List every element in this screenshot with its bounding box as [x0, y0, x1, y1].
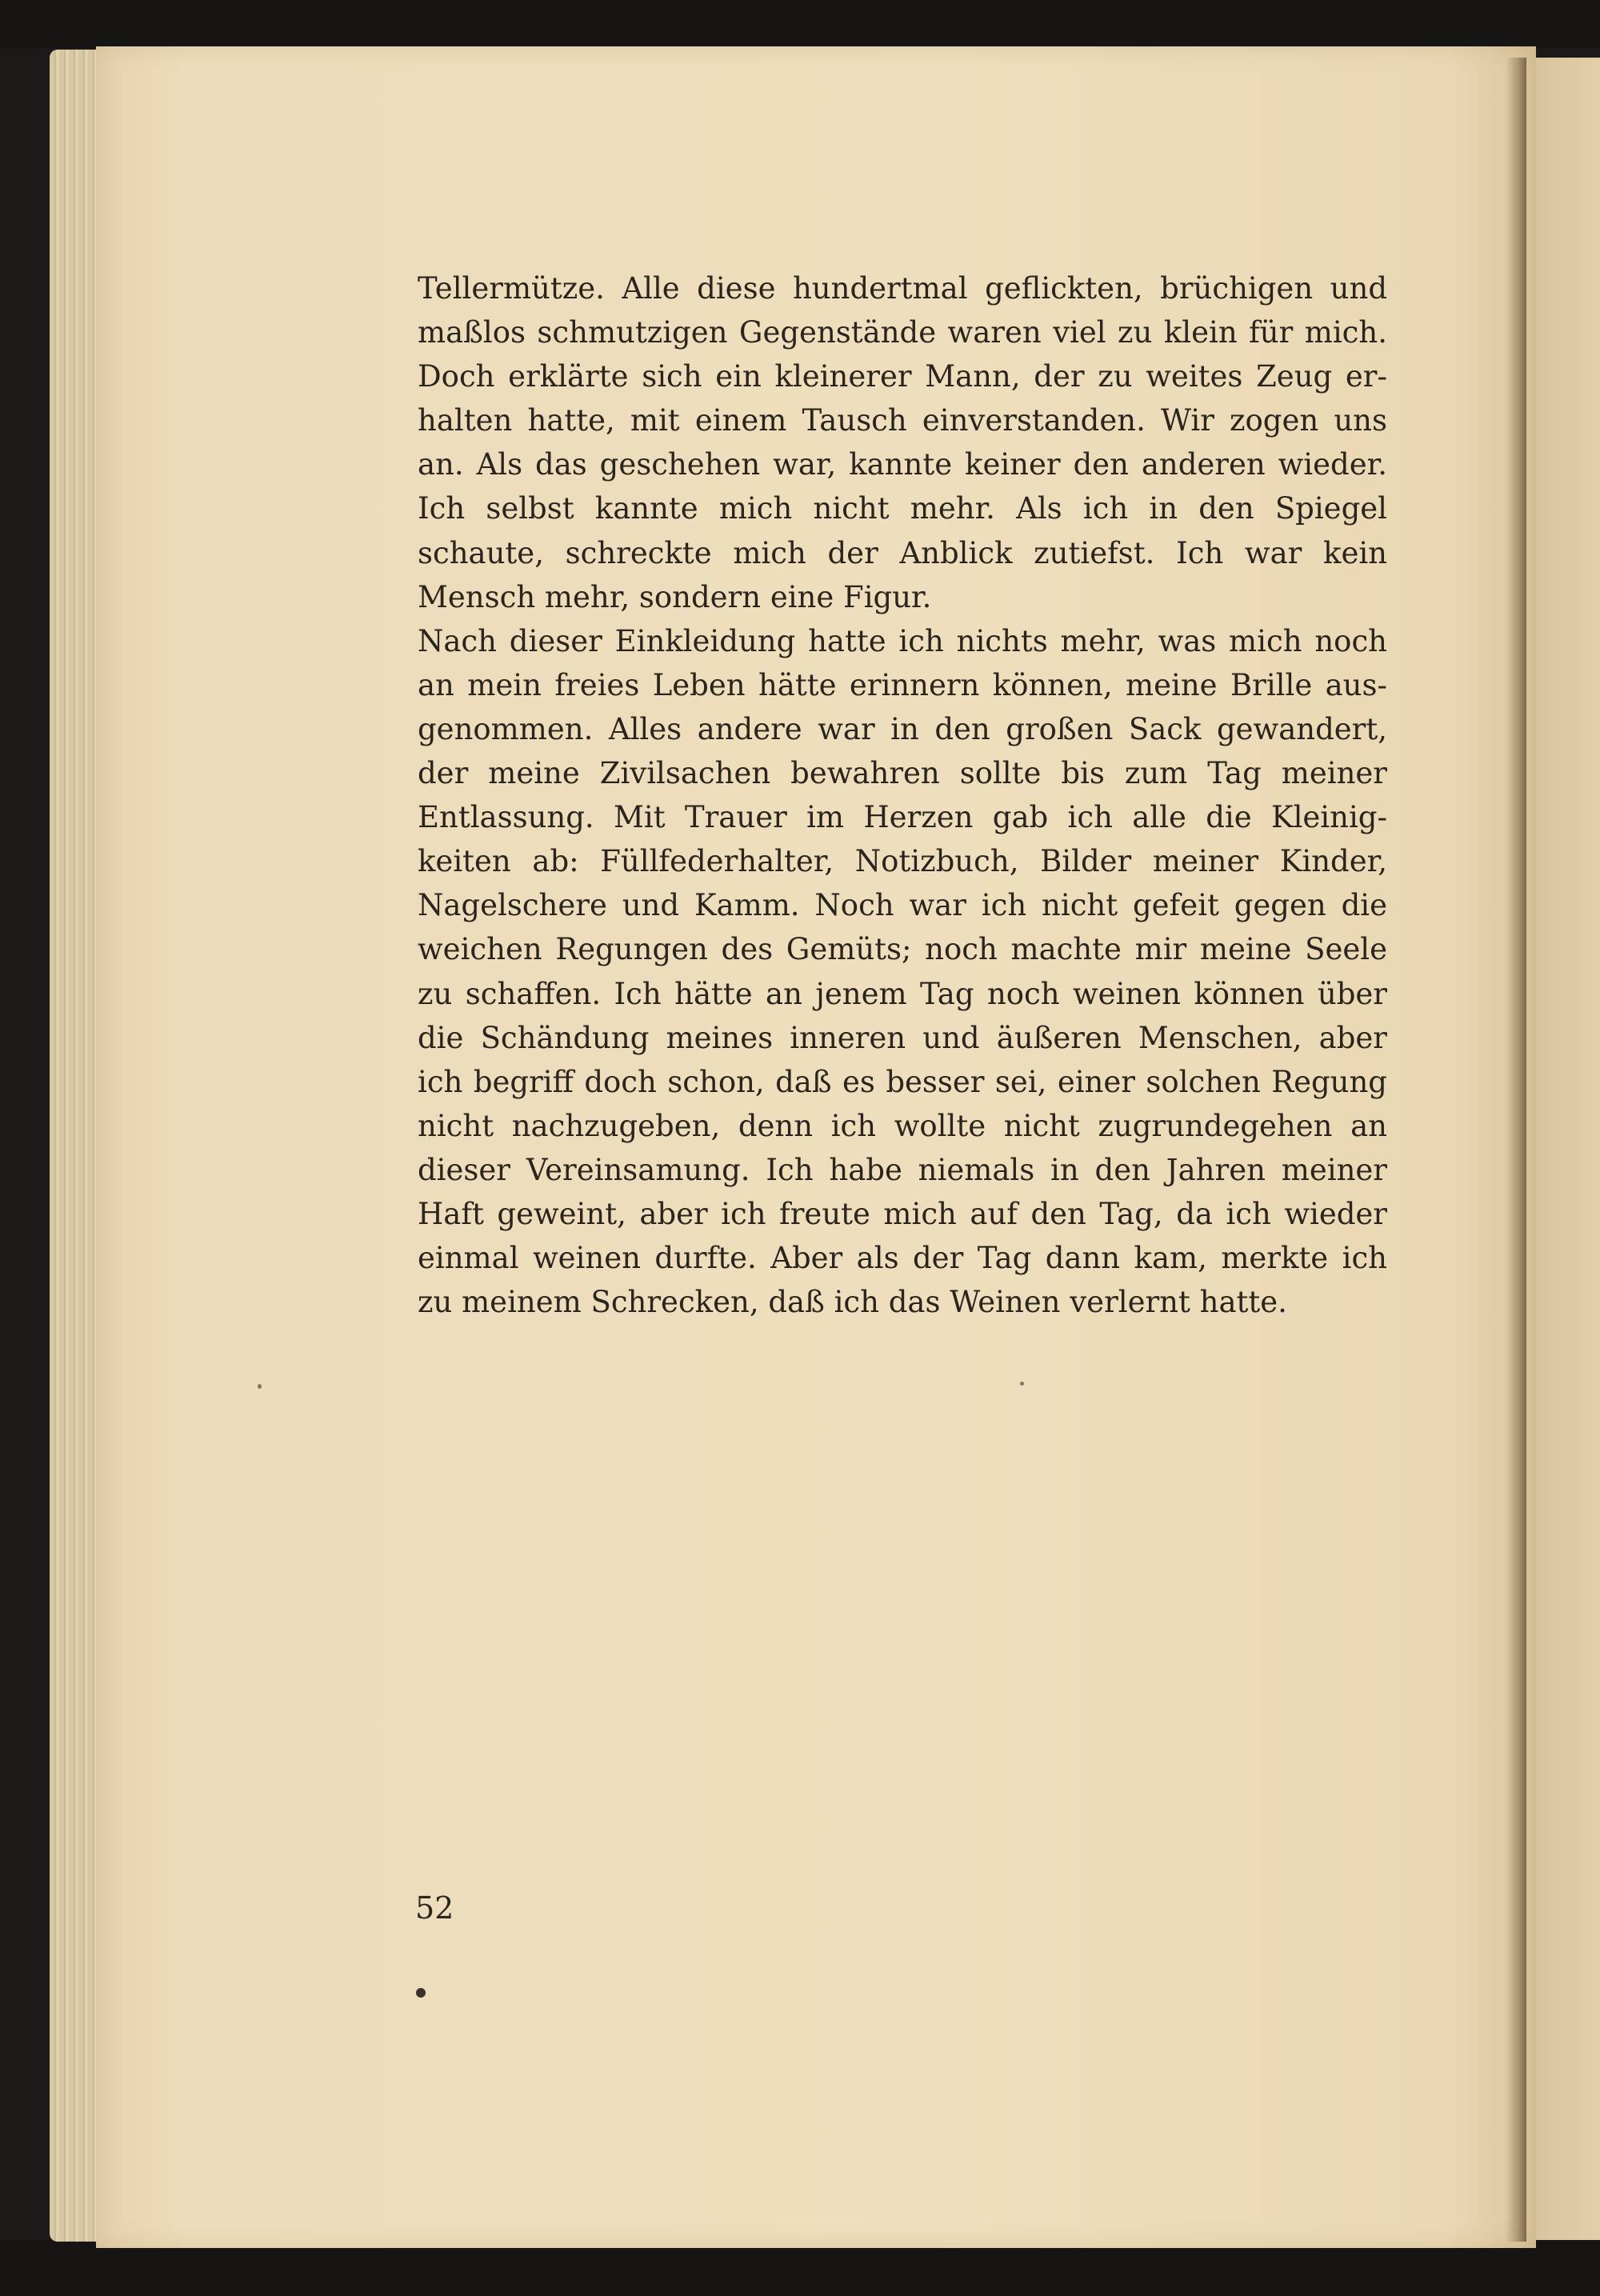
page-number: 52	[415, 1890, 454, 1926]
text-line: genommen. Alles andere war in den großen Sack gewandert,	[418, 711, 1387, 746]
text-line: Haft geweint, aber ich freute mich auf den Tag, da ich wieder	[418, 1196, 1387, 1231]
text-line: dieser Vereinsamung. Ich habe niemals in den Jahren meiner	[418, 1152, 1387, 1187]
text-line: halten hatte, mit einem Tausch einverstanden. Wir zogen uns	[418, 403, 1387, 438]
ink-speck	[258, 1384, 262, 1389]
text-line: schaute, schreckte mich der Anblick zutiefst. Ich war kein	[418, 535, 1387, 570]
text-line: ich begriff doch schon, daß es besser sei, einer solchen Regung	[418, 1064, 1387, 1099]
text-line: Entlassung. Mit Trauer im Herzen gab ich alle die Kleinig-	[418, 800, 1387, 835]
body-text	[418, 266, 1387, 1324]
text-line: weichen Regungen des Gemüts; noch machte mir meine Seele	[418, 932, 1387, 967]
scan-background-bottom	[0, 2240, 1600, 2296]
text-line: Ich selbst kannte mich nicht mehr. Als ich in den Spiegel	[418, 491, 1387, 526]
text-line: keiten ab: Füllfederhalter, Notizbuch, Bilder meiner Kinder,	[418, 844, 1387, 879]
text-line: einmal weinen durfte. Aber als der Tag dann kam, merkte ich	[418, 1241, 1387, 1276]
book-gutter	[1506, 58, 1526, 2242]
text-line: an mein freies Leben hätte erinnern können, meine Brille aus-	[418, 667, 1387, 702]
text-line: Mensch mehr, sondern eine Figur.	[418, 579, 932, 614]
text-line: Nach dieser Einkleidung hatte ich nichts mehr, was mich noch	[418, 623, 1387, 658]
text-line: maßlos schmutzigen Gegenstände waren viel zu klein für mich.	[418, 315, 1387, 350]
text-line: Nagelschere und Kamm. Noch war ich nicht gefeit gegen die	[418, 888, 1387, 923]
ink-speck	[1020, 1382, 1024, 1386]
text-line: zu schaffen. Ich hätte an jenem Tag noch weinen können über	[418, 976, 1387, 1011]
text-line: der meine Zivilsachen bewahren sollte bis zum Tag meiner	[418, 756, 1387, 791]
scan-background-top	[0, 0, 1600, 48]
text-line: an. Als das geschehen war, kannte keiner den anderen wieder.	[418, 447, 1387, 482]
text-line: Tellermütze. Alle diese hundertmal geflickten, brüchigen und	[418, 271, 1387, 306]
text-line: die Schändung meines inneren und äußeren Menschen, aber	[418, 1020, 1387, 1055]
text-line: nicht nachzugeben, denn ich wollte nicht zugrundegehen an	[418, 1108, 1387, 1143]
text-line: Doch erklärte sich ein kleinerer Mann, der zu weites Zeug er-	[418, 359, 1387, 394]
ink-speck	[416, 1988, 426, 1998]
text-line: zu meinem Schrecken, daß ich das Weinen verlernt hatte.	[418, 1285, 1287, 1320]
